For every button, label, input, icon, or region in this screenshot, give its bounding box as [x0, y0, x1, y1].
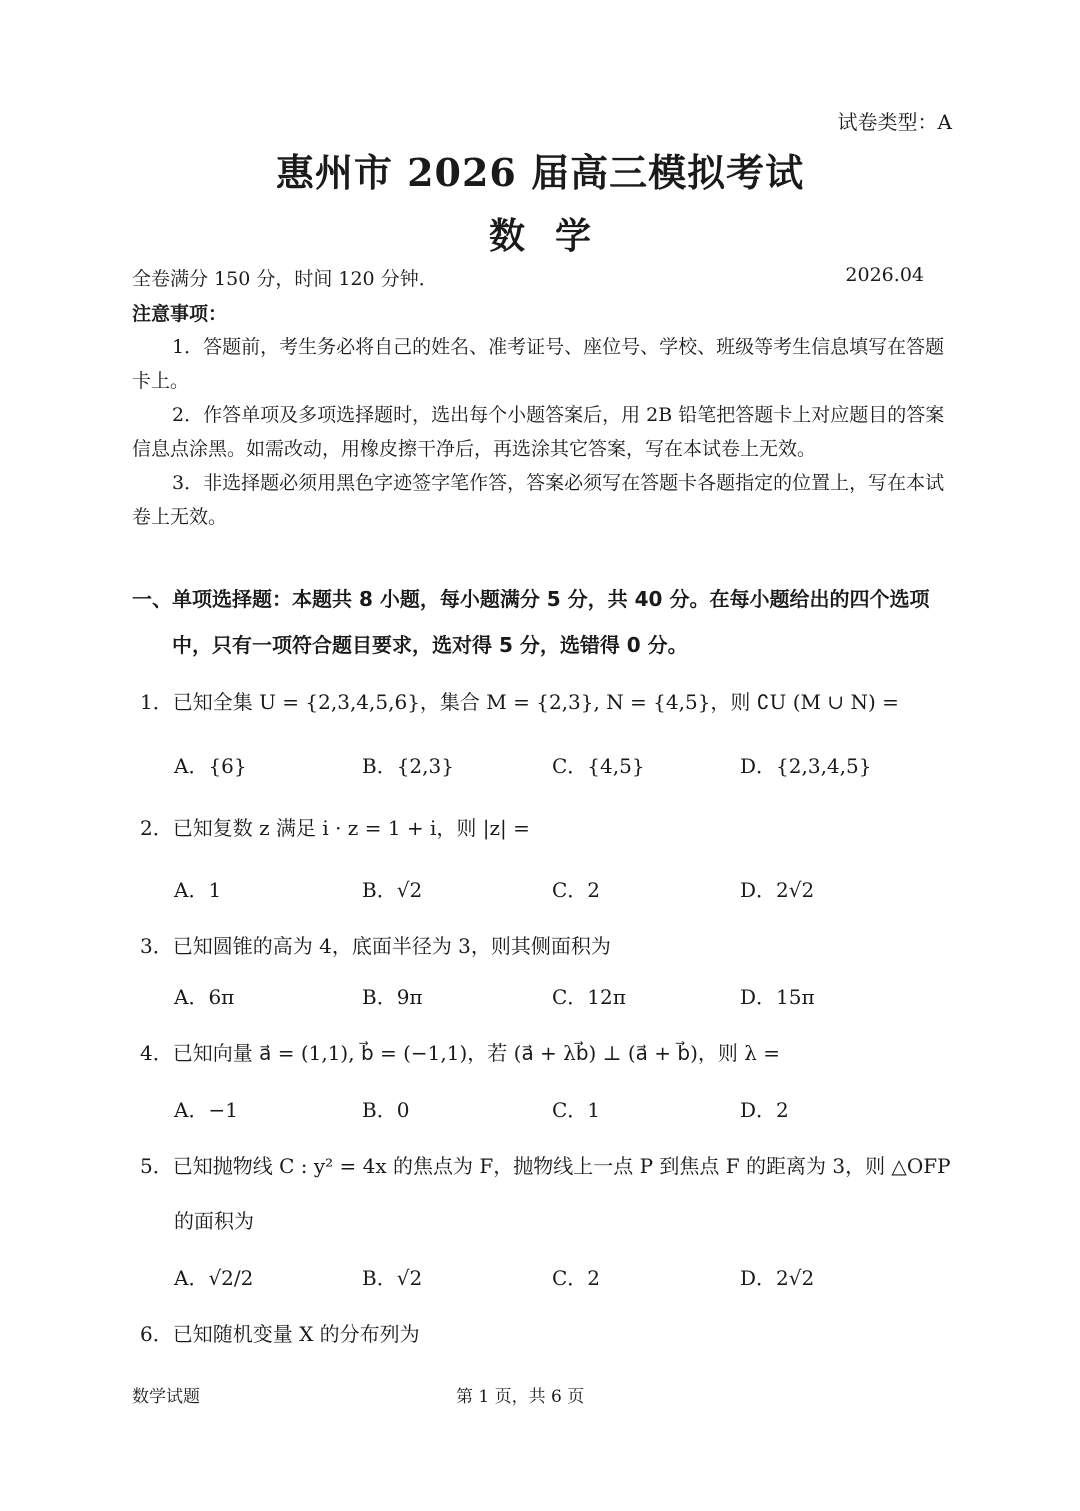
question-text: 6．	[140, 1322, 173, 1346]
notice-item: 2．作答单项及多项选择题时，选出每个小题答案后，用 2B 铅笔把答题卡上对应题目的答案信息点涂黑。如需改动，用橡皮擦干净后，再选涂其它答案，写在本试卷上无效。	[132, 404, 945, 460]
option-a: A．√2/2	[174, 1266, 254, 1290]
option-c: C．2	[552, 1266, 601, 1290]
question-text: 已知随机变量 X 的分布列为	[172, 1322, 420, 1346]
notice-heading: 注意事项：	[132, 303, 228, 325]
option-d: D．15π	[740, 985, 815, 1009]
question-text: 已知向量 a⃗ = (1,1), b⃗ = (−1,1)，若 (a⃗ + λb⃗) ⊥ (a⃗ + b⃗)，则 λ =	[172, 1041, 781, 1065]
footer-subject: 数学试题	[132, 1387, 200, 1407]
question-5-continued: 的面积为	[174, 1209, 254, 1233]
option-d: D．2√2	[740, 878, 815, 902]
option-b: B．√2	[362, 878, 423, 902]
question-text: 2．	[140, 816, 173, 840]
option-c: C．2	[552, 878, 601, 902]
exam-title: 惠州市 2026 届高三模拟考试	[275, 150, 805, 195]
exam-date: 2026.04	[845, 264, 924, 286]
option-c: C．{4,5}	[552, 754, 645, 778]
question-text: 已知复数 z 满足 i · z = 1 + i，则 |z| =	[172, 816, 530, 840]
question-text: 5．	[140, 1154, 173, 1178]
option-d: D．2	[740, 1098, 789, 1122]
question-text: 已知全集 U = {2,3,4,5,6}，集合 M = {2,3}, N = {4,5}，则 ∁U (M ∪ N) =	[172, 690, 899, 714]
option-b: B．0	[362, 1098, 410, 1122]
question-3	[140, 930, 611, 959]
notice-item: 3．非选择题必须用黑色字迹签字笔作答，答案必须写在答题卡各题指定的位置上，写在本试卷上无效。	[132, 472, 945, 528]
option-a: A．−1	[174, 1098, 238, 1122]
question-2	[140, 812, 530, 841]
paper-type-label: 试卷类型：A	[837, 110, 952, 134]
footer-page-number: 第 1 页，共 6 页	[456, 1387, 585, 1407]
question-text: 已知圆锥的高为 4，底面半径为 3，则其侧面积为	[172, 934, 611, 958]
option-d: D．{2,3,4,5}	[740, 754, 872, 778]
question-5	[140, 1150, 951, 1179]
question-4	[140, 1037, 780, 1066]
option-a: A．6π	[174, 985, 235, 1009]
option-b: B．{2,3}	[362, 754, 454, 778]
option-b: B．9π	[362, 985, 423, 1009]
question-text: 1．	[140, 690, 173, 714]
option-a: A．{6}	[174, 754, 247, 778]
subject-title: 数学	[488, 215, 621, 257]
section-heading	[132, 576, 952, 668]
question-1	[140, 686, 899, 715]
option-c: C．1	[552, 1098, 601, 1122]
option-c: C．12π	[552, 985, 626, 1009]
question-text: 已知抛物线 C : y² = 4x 的焦点为 F，抛物线上一点 P 到焦点 F 的距离为 3，则 △OFP	[172, 1154, 951, 1178]
question-6	[140, 1318, 420, 1347]
option-b: B．√2	[362, 1266, 423, 1290]
option-a: A．1	[174, 878, 222, 902]
question-text: 3．	[140, 934, 173, 958]
option-d: D．2√2	[740, 1266, 815, 1290]
notice-item: 1．答题前，考生务必将自己的姓名、准考证号、座位号、学校、班级等考生信息填写在答题卡上。	[132, 336, 945, 392]
question-text: 4．	[140, 1041, 173, 1065]
exam-info: 全卷满分 150 分，时间 120 分钟．	[132, 268, 438, 290]
section-heading-line1: 一、单项选择题：本题共 8 小题，每小题满分 5 分，共 40 分。在每小题给出的四个选项	[132, 587, 930, 611]
section-heading-line2: 中，只有一项符合题目要求，选对得 5 分，选错得 0 分。	[172, 633, 688, 657]
